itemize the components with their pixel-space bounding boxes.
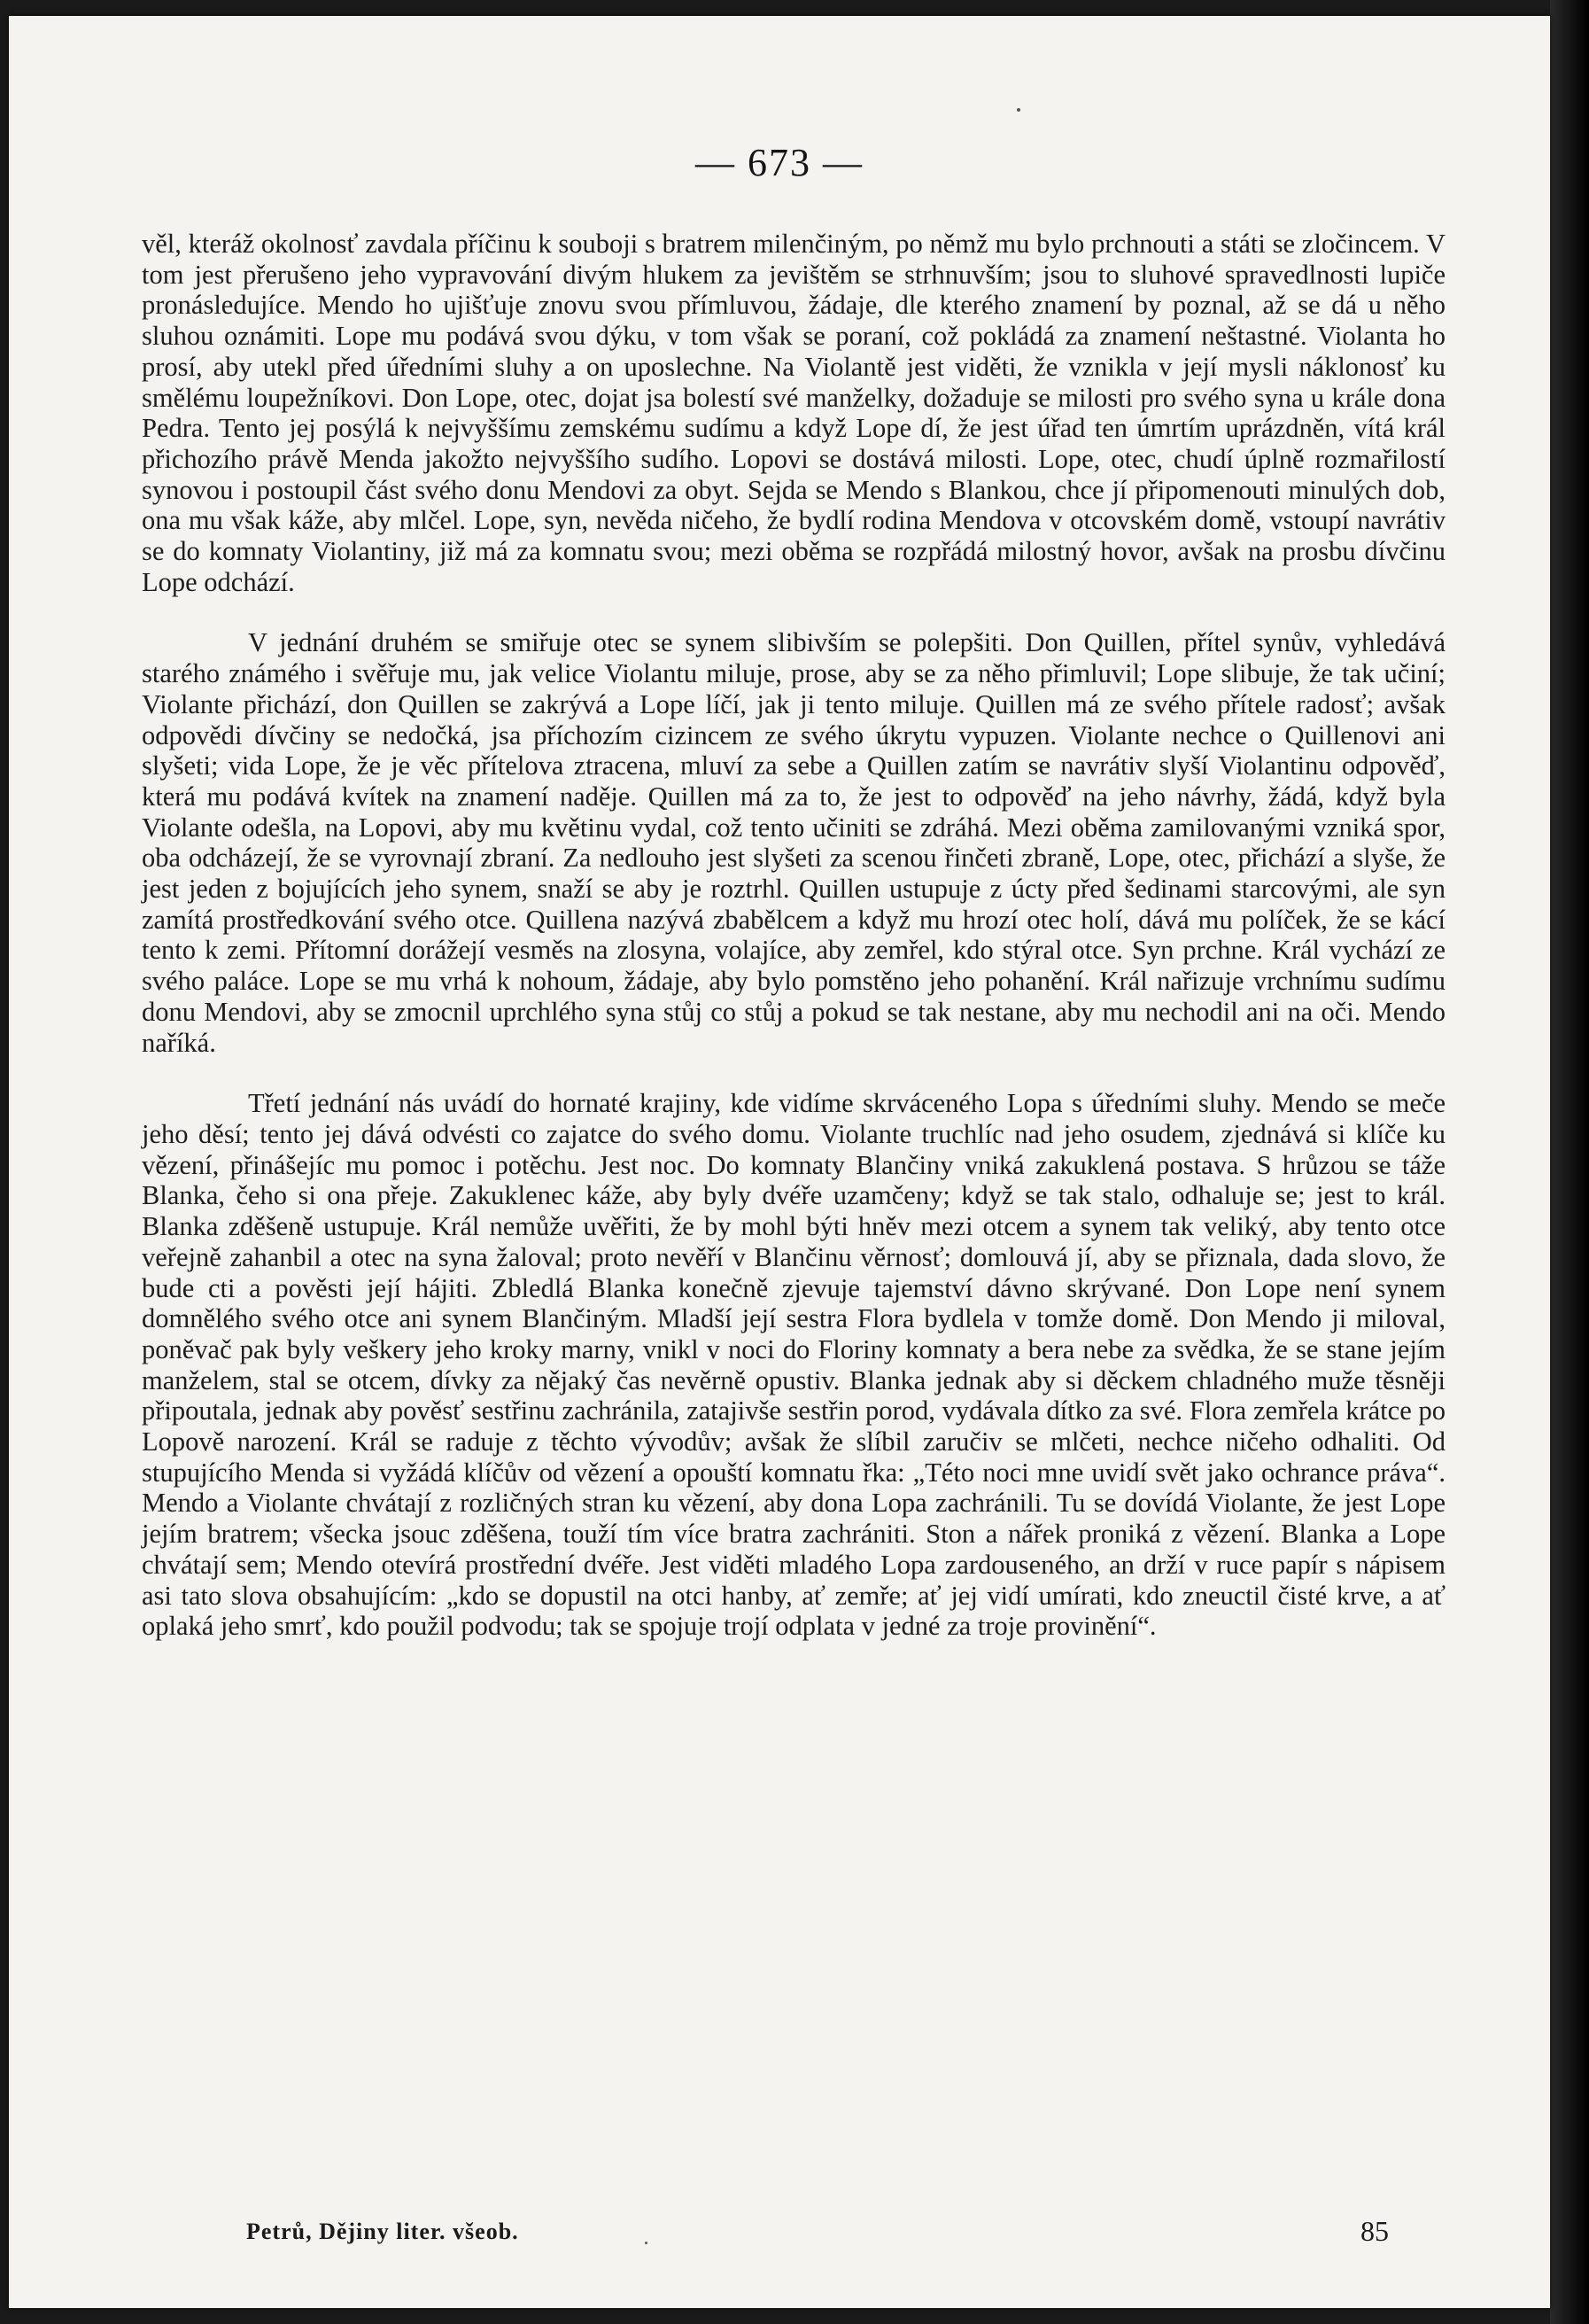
scan-speck <box>645 2242 647 2244</box>
paragraph-1: věl, kteráž okolnosť zavdala příčinu k souboji s bratrem milenčiným, po němž mu bylo prchnouti a státi se zločincem. V tom jest přerušeno jeho vypravování divým hlukem za jevištěm se strhnuvším; jsou to sluhové spravedlnosti lupiče pronásledujíce. Mendo ho ujišťuje znovu svou přímluvou, žádaje, dle kterého znamení by poznal, až se dá u něho sluhou oznámiti. Lope mu podává svou dýku, v tom však se poraní, což pokládá za znamení neštastné. Violanta ho prosí, aby utekl před úředními sluhy a on uposlechne. Na Violantě jest viděti, že vznikla v její mysli náklonosť ku smělému loupežníkovi. Don Lope, otec, dojat jsa bolestí své manželky, dožaduje se milosti pro svého syna u krále dona Pedra. Tento jej posýlá k nejvyššímu zemskému sudímu a když Lope dí, že jest úřad ten úmrtím uprázdněn, vítá král přichozího právě Menda jakožto nejvyššího sudího. Lopovi se dostává milosti. Lope, otec, chudí úplně rozmařilostí synovou i postoupil část svého donu Mendovi za obyt. Sejda se Mendo s Blankou, chce jí připomenouti minulých dob, ona mu však káže, aby mlčel. Lope, syn, nevěda ničeho, že bydlí rodina Mendova v otcovském domě, vstoupí navrátiv se do komnaty Violantiny, již má za komnatu svou; mezi oběma se rozpřádá milostný hovor, avšak na prosbu dívčinu Lope odchází. <box>142 229 1446 597</box>
page-number: — 673 — <box>695 141 864 184</box>
scan-speck <box>1017 108 1020 112</box>
footer-signature: 85 <box>1360 2215 1389 2247</box>
book-page <box>9 16 1550 2308</box>
footer-source: Petrů, Dějiny liter. všeob. <box>246 2219 519 2244</box>
paragraph-2: V jednání druhém se smiřuje otec se synem slibivším se polepšiti. Don Quillen, přítel synův, vyhledává starého známého i svěřuje mu, jak velice Violantu miluje, prose, aby se za něho přimluvil; Lope slibuje, že tak učiní; Violante přichází, don Quillen se zakrývá a Lope líčí, jak ji tento miluje. Quillen má ze svého přítele radosť; avšak odpovědi dívčiny se nedočká, jsa příchozím cizincem ze svého úkrytu vypuzen. Violante nechce o Quillenovi ani slyšeti; vida Lope, že je věc přítelova ztracena, mluví za sebe a Quillen zatím se navrátiv slyší Violantinu odpověď, která mu podává kvítek na znamení naděje. Quillen má za to, že jest to odpověď na jeho návrhy, žádá, když byla Violante odešla, na Lopovi, aby mu květinu vydal, což tento učiniti se zdráhá. Mezi oběma zamilovanými vzniká spor, oba odcházejí, že se vyrovnají zbraní. Za nedlouho jest slyšeti za scenou řinčeti zbraně, Lope, otec, přichází a slyše, že jest jeden z bojujících jeho synem, snaží se aby je roztrhl. Quillen ustupuje z úcty před šedinami starcovými, ale syn zamítá prostředkování svého otce. Quillena nazývá zbabělcem a když mu hrozí otec holí, dává mu políček, že se kácí tento k zemi. Přítomní dorážejí vesměs na zlosyna, volajíce, aby zemřel, kdo stýral otce. Syn prchne. Král vychází ze svého paláce. Lope se mu vrhá k nohoum, žádaje, aby bylo pomstěno jeho pohanění. Král nařizuje vrchnímu sudímu donu Mendovi, aby se zmocnil uprchlého syna stůj co stůj a pokud se tak nestane, aby mu nechodil ani na oči. Mendo naříká. <box>142 627 1446 1058</box>
scan-right-edge <box>1550 0 1589 2324</box>
body-text <box>142 229 1446 1642</box>
paragraph-3: Třetí jednání nás uvádí do hornaté krajiny, kde vidíme skrváceného Lopa s úředními sluhy. Mendo se meče jeho děsí; tento jej dává odvésti co zajatce do svého domu. Violante truchlíc nad jeho osudem, zjednává si klíče ku vězení, přinášejíc mu pomoc i potěchu. Jest noc. Do komnaty Blančiny vniká zakuklená postava. S hrůzou se táže Blanka, čeho si ona přeje. Zakuklenec káže, aby byly dvéře uzamčeny; když se tak stalo, odhaluje se; jest to král. Blanka zděšeně ustupuje. Král nemůže uvěřiti, že by mohl býti hněv mezi otcem a synem tak veliký, aby tento otce veřejně zahanbil a otec na syna žaloval; proto nevěří v Blančinu věrnosť; domlouvá jí, aby se přiznala, dada slovo, že bude cti a pověsti její hájiti. Zbledlá Blanka konečně zjevuje tajemství dávno skrývané. Don Lope není synem domnělého svého otce ani synem Blančiným. Mladší její sestra Flora bydlela v tomže domě. Don Mendo ji miloval, poněvač pak byly veškery jeho kroky marny, vnikl v noci do Floriny komnaty a bera nebe za svědka, že se stane jejím manželem, stal se otcem, dívky za nějaký čas nevěrně opustiv. Blanka jednak aby si děckem chladného muže těsněji připoutala, jednak aby pověsť sestřinu zachránila, zatajivše sestřin porod, vydávala dítko za své. Flora zemřela krátce po Lopově narození. Král se raduje z těchto vývodův; avšak že slíbil zaručiv se mlčeti, nechce ničeho odhaliti. Od stupujícího Menda si vyžádá klíčův od vězení a opouští komnatu řka: „Této noci mne uvidí svět jako ochrance práva“. Mendo a Violante chvátají z rozličných stran ku vězení, aby dona Lopa zachránili. Tu se dovídá Violante, že jest Lope jejím bratrem; všecka jsouc zděšena, touží tím více bratra zachrániti. Ston a nářek proniká z vězení. Blanka a Lope chvátají sem; Mendo otevírá prostřední dvéře. Jest viděti mladého Lopa zardouseného, an drží v ruce papír s nápisem asi tato slova obsahujícím: „kdo se dopustil na otci hanby, ať zemře; ať jej vidí umírati, kdo zneuctil čisté krve, a ať oplaká jeho smrť, kdo použil podvodu; tak se spojuje trojí odplata v jedné za troje provinění“. <box>142 1088 1446 1642</box>
